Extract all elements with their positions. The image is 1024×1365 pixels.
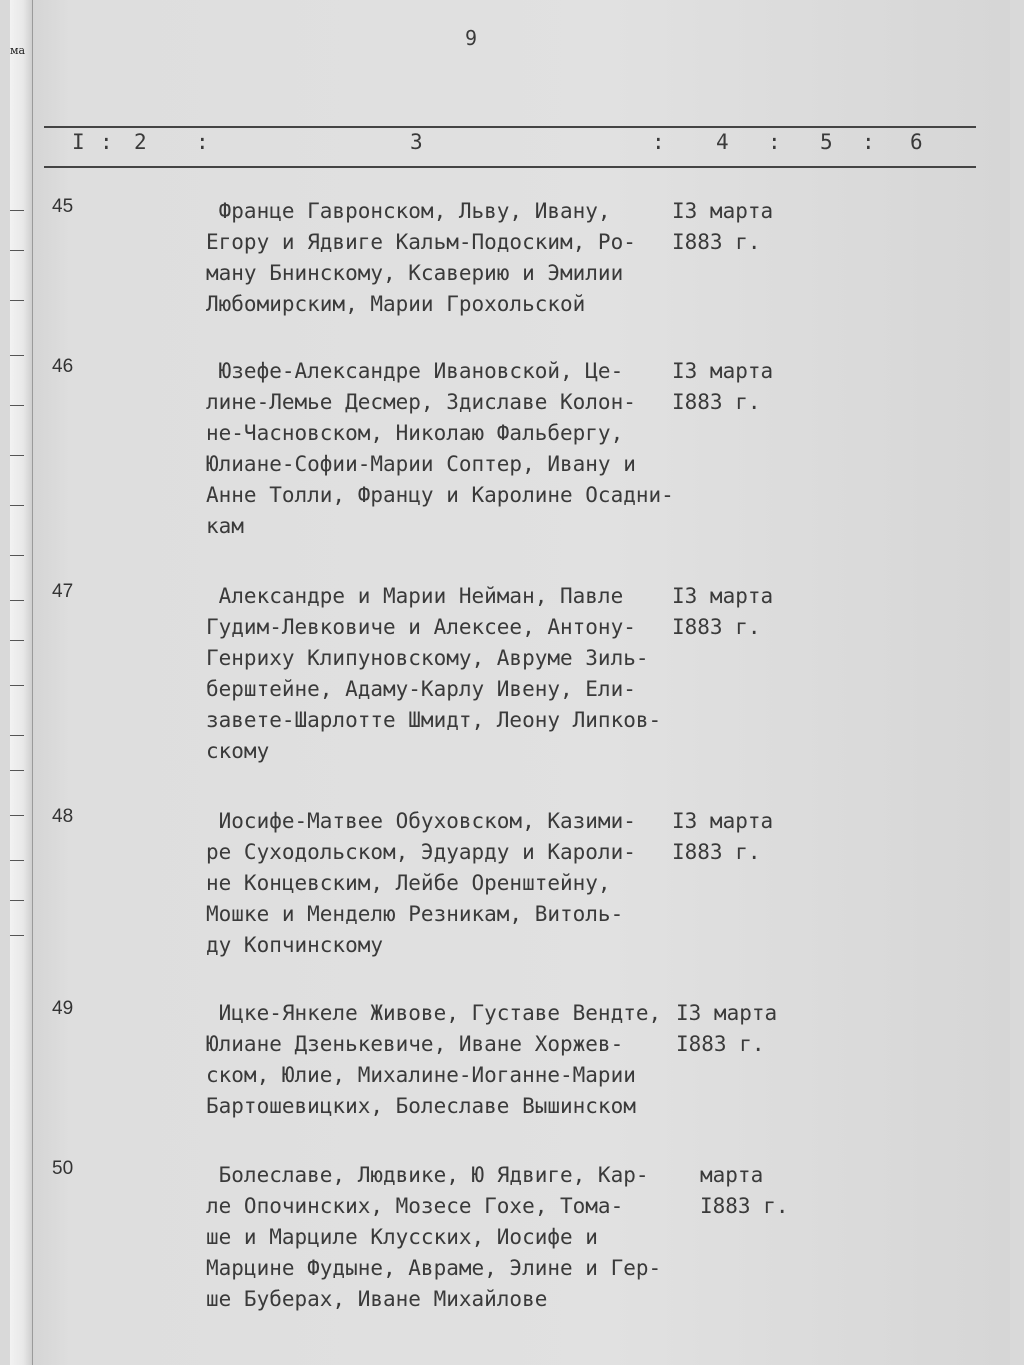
column-separator: :	[862, 130, 875, 154]
binder-spine	[10, 0, 33, 1365]
binder-hole-mark	[10, 210, 24, 211]
entry-number: 48	[52, 806, 74, 827]
binder-hole-mark	[10, 505, 24, 506]
column-header-4: 4	[716, 130, 729, 154]
entry-names: Франце Гавронском, Льву, Ивану, Егору и Ядвиге Кальм-Подоским, Ро- ману Бнинскому, Ксаверию и Эмилии Любомирским, Марии Грохольской	[206, 199, 636, 316]
entry-number: 49	[52, 998, 74, 1019]
column-header-1: I	[72, 130, 85, 154]
binder-hole-mark	[10, 250, 24, 251]
binder-hole-mark	[10, 300, 24, 301]
entry-number: 47	[52, 581, 74, 602]
entry-names: Иосифе-Матвее Обуховском, Казими- ре Суходольском, Эдуарду и Кароли- не Концевским, Лейбе Оренштейну, Мошке и Менделю Резникам, Витоль- ду Копчинскому	[206, 809, 636, 957]
header-rule-bottom	[44, 166, 976, 168]
document-page	[10, 0, 1010, 1365]
entry-date: I3 марта I883 г.	[676, 1001, 778, 1056]
column-separator: :	[196, 130, 209, 154]
binder-hole-mark	[10, 735, 24, 736]
entry-number: 50	[52, 1158, 74, 1179]
entry-date: I3 марта I883 г.	[672, 359, 774, 414]
entry-number: 46	[52, 356, 74, 377]
column-header-5: 5	[820, 130, 833, 154]
binder-hole-mark	[10, 685, 24, 686]
binder-hole-mark	[10, 405, 24, 406]
binder-hole-mark	[10, 935, 24, 936]
page-number: 9	[465, 26, 478, 50]
entry-date: I3 марта I883 г.	[672, 809, 774, 864]
entry-date: I3 марта I883 г.	[672, 199, 774, 254]
binder-hole-mark	[10, 900, 24, 901]
binder-hole-mark	[10, 640, 24, 641]
entry-date: марта I883 г.	[700, 1163, 789, 1218]
table-header	[44, 128, 976, 164]
entry-date: I3 марта I883 г.	[672, 584, 774, 639]
column-header-2: 2	[134, 130, 147, 154]
binder-hole-mark	[10, 355, 24, 356]
binder-hole-mark	[10, 815, 24, 816]
entry-names: Юзефе-Александре Ивановской, Це- лине-Лемье Десмер, Здиславе Колон- не-Часновском, Николаю Фальбергу, Юлиане-Софии-Марии Соптер, Ивану и Анне Толли, Францу и Каролине Осадни- кам	[206, 359, 674, 538]
binder-hole-mark	[10, 455, 24, 456]
entry-names: Ицке-Янкеле Живове, Густаве Вендте, Юлиане Дзенькевиче, Иване Хоржев- ском, Юлие, Михалине-Иоганне-Марии Бартошевицких, Болеславе Вышинском	[206, 1001, 662, 1118]
binder-hole-mark	[10, 600, 24, 601]
column-header-6: 6	[910, 130, 923, 154]
binder-hole-mark	[10, 860, 24, 861]
column-separator: :	[652, 130, 665, 154]
entry-names: Болеславе, Людвике, Ю Ядвиге, Кар- ле Опочинских, Мозесе Гохе, Тома- ше и Марциле Клусских, Иосифе и Марцине Фудыне, Авраме, Элине и Гер- ше Буберах, Иване Михайлове	[206, 1163, 662, 1311]
entry-names: Александре и Марии Нейман, Павле Гудим-Левковиче и Алексее, Антону- Генриху Клипуновскому, Авруме Зиль- берштейне, Адаму-Карлу Ивену, Ели- завете-Шарлотте Шмидт, Леону Липков- скому	[206, 584, 662, 763]
binder-hole-mark	[10, 770, 24, 771]
entry-number: 45	[52, 196, 74, 217]
column-header-3: 3	[410, 130, 423, 154]
column-separator: :	[100, 130, 113, 154]
column-separator: :	[768, 130, 781, 154]
binder-hole-mark	[10, 555, 24, 556]
spine-label: ма	[10, 44, 26, 57]
